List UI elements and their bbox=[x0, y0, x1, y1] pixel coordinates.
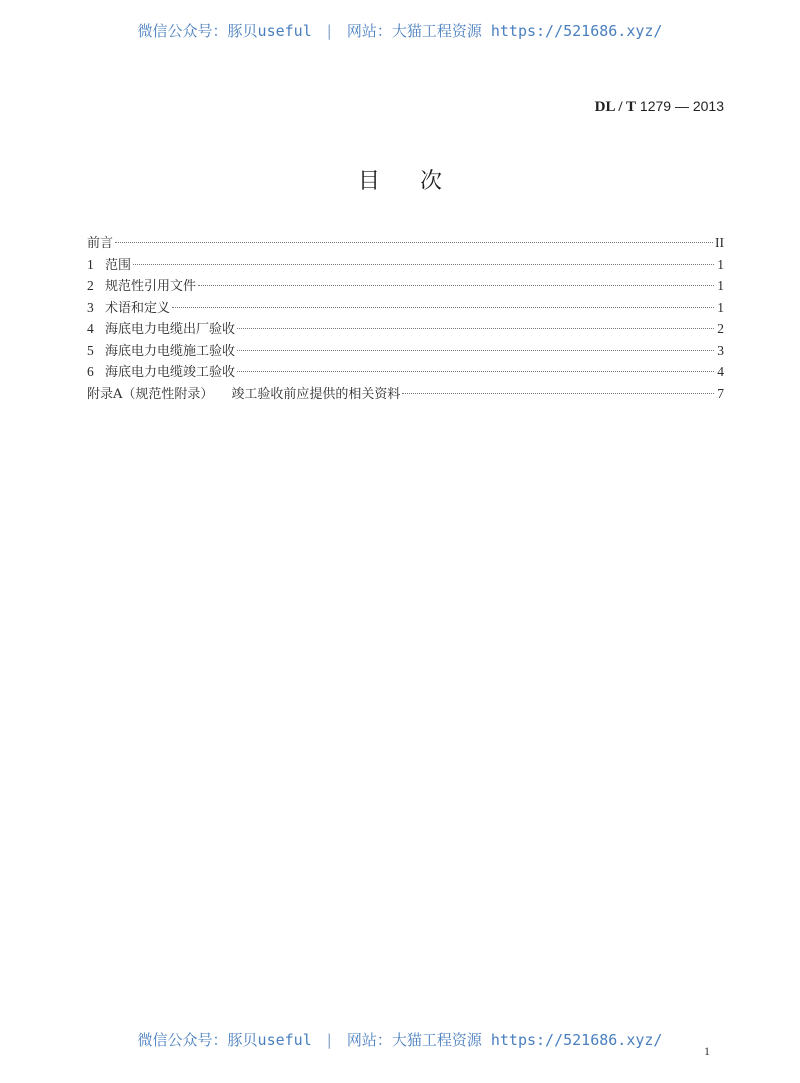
toc-page: 1 bbox=[717, 256, 724, 272]
toc-entry-appendix-a[interactable] bbox=[87, 383, 724, 405]
standard-prefix: DL / T bbox=[594, 99, 637, 115]
toc-leader-dots bbox=[133, 264, 714, 265]
toc-entry-5[interactable] bbox=[87, 340, 724, 362]
toc-entry-foreword[interactable] bbox=[87, 232, 724, 254]
toc-leader-dots bbox=[115, 242, 713, 243]
watermark-left-text: 微信公众号：豚贝useful bbox=[137, 1031, 312, 1049]
toc-label: 附录A（规范性附录） bbox=[87, 386, 214, 402]
watermark-separator: | bbox=[324, 1031, 334, 1049]
page-number: 1 bbox=[704, 1044, 710, 1058]
toc-label: 海底电力电缆施工验收 bbox=[105, 343, 236, 359]
toc-entry-1[interactable] bbox=[87, 254, 724, 276]
watermark-right-text: 网站：大猫工程资源 https://521686.xyz/ bbox=[346, 22, 663, 40]
toc-entry-2[interactable] bbox=[87, 275, 724, 297]
standard-number: 1279 — 2013 bbox=[639, 98, 724, 114]
toc-leader-dots bbox=[237, 350, 714, 351]
toc-leader-dots bbox=[172, 307, 714, 308]
watermark-top bbox=[0, 20, 800, 41]
toc-entry-4[interactable] bbox=[87, 318, 724, 340]
toc-number: 5 bbox=[87, 342, 94, 358]
standard-code bbox=[595, 98, 724, 116]
page-title: 目次 bbox=[357, 169, 482, 194]
table-of-contents bbox=[87, 232, 724, 404]
toc-page: II bbox=[715, 235, 724, 250]
toc-label: 海底电力电缆出厂验收 bbox=[105, 322, 236, 337]
watermark-right-text: 网站：大猫工程资源 https://521686.xyz/ bbox=[346, 1031, 663, 1049]
toc-entry-3[interactable] bbox=[87, 297, 724, 319]
toc-leader-dots bbox=[402, 393, 714, 394]
toc-label: 海底电力电缆竣工验收 bbox=[105, 365, 236, 380]
toc-page: 2 bbox=[717, 321, 724, 336]
watermark-left-text: 微信公众号：豚贝useful bbox=[137, 22, 312, 40]
watermark-separator: | bbox=[324, 22, 334, 40]
watermark-bottom bbox=[0, 1029, 800, 1050]
toc-page: 1 bbox=[717, 278, 724, 293]
toc-label: 范围 bbox=[105, 257, 132, 273]
toc-page: 3 bbox=[717, 342, 724, 358]
toc-number: 1 bbox=[87, 256, 94, 272]
toc-label: 规范性引用文件 bbox=[105, 279, 197, 294]
toc-label: 术语和定义 bbox=[105, 300, 171, 316]
toc-number: 4 bbox=[87, 321, 94, 336]
toc-number: 2 bbox=[87, 278, 94, 293]
toc-number: 3 bbox=[87, 299, 94, 315]
toc-page: 1 bbox=[717, 299, 724, 315]
toc-leader-dots bbox=[198, 285, 714, 286]
toc-appendix-title: 竣工验收前应提供的相关资料 bbox=[231, 386, 401, 402]
toc-page: 4 bbox=[717, 364, 724, 379]
toc-entry-6[interactable] bbox=[87, 361, 724, 383]
toc-page: 7 bbox=[717, 385, 724, 401]
toc-leader-dots bbox=[237, 328, 714, 329]
toc-number: 6 bbox=[87, 364, 94, 379]
toc-label: 前言 bbox=[87, 236, 114, 251]
toc-leader-dots bbox=[237, 371, 714, 372]
